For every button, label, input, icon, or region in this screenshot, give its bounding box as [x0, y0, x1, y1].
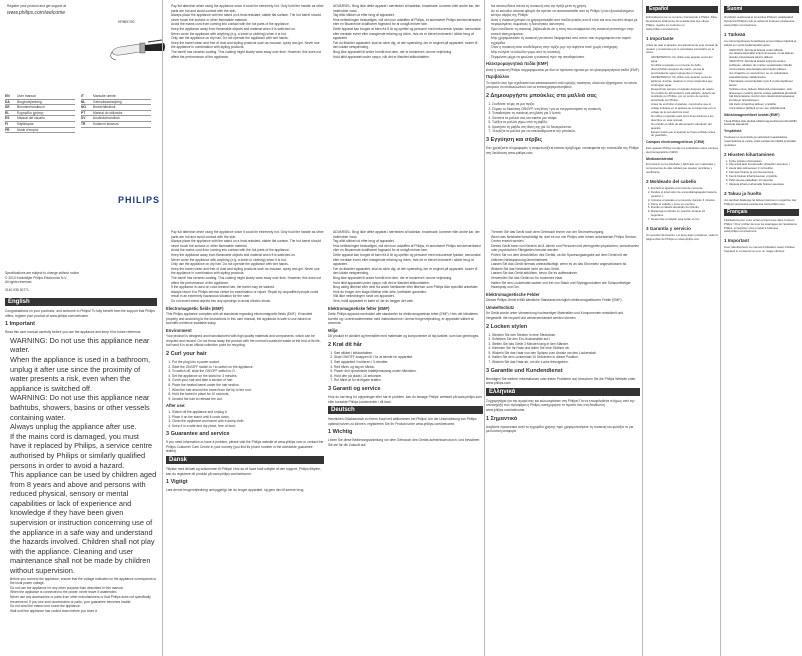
lang-bar-ellinika: Ελληνικά [486, 388, 640, 396]
english-section [5, 296, 157, 654]
warning-item: • Never use any accessories or parts from other manufacturers or that Philips does not specifically recommend. If you use such accessories or parts, your guarantee becomes invalid. [10, 595, 157, 604]
philips-logo: PHILIPS [118, 195, 161, 205]
warning-item: • When the appliance is used in a bathroom, unplug it after use since the proximity of water presents a risk, even when the appliance is switched off. [10, 355, 157, 393]
cover-footer [5, 271, 155, 292]
warning-item: • Do not use the appliance for any other purpose than described in this manual. [10, 586, 157, 591]
toc-entry[interactable]: NL Gebruiksaanwijzing [81, 100, 151, 106]
english-important-text: Read this user manual carefully before you use the appliance and keep it for future reference. [5, 330, 142, 335]
register-line: Register your product and get support at [7, 4, 67, 8]
curling-iron-illustration [110, 30, 168, 66]
toc-entry[interactable]: DE Benutzerhandbuch [5, 105, 75, 111]
support-url[interactable]: www.philips.com/welcome [7, 10, 66, 16]
curl-heading: 2 Curl your hair [166, 351, 207, 358]
toc-entry[interactable]: TR Kullanım kılavuzu [81, 122, 151, 128]
column-suomi: Suomi Onnittelut ostoksesta ja tervetuloa Philipsin asiakkaaksi! Hyödynnä Philipsin tuki ja rekisteröi tuotteesi osoitteessa www.philips.com/welcome. 1 Tärkeää Lue tämä käyttöopas huolellisesti ennen laitteen käyttöä ja säilytä se myöhempää käyttöä varten. • VAROITUS: Älä käytä laitetta veden lähellä. • Jos laitetta käytetään kylpyhuoneessa, irrota laitteen pistoke pistorasiasta käytön jälkeen. • VAROITUS: Älä käytä laitetta kylpyammeiden, suihkujen, altaiden tai muiden vesiastioiden lähellä. • Irrota pistoke pistorasiasta aina käytön jälkeen. • Jos virtajohto on vaurioitunut, se on vaihdettava vaaratilanteiden välttämiseksi. • Tätä laitetta voivat käyttää myös 8 vuotta täyttäneet lapset. • Tarkista ennen laitteen liittämistä pistorasiaan, että laitteeseen merkitty jännite vastaa paikallista jännitettä. • Älä käytä laitetta muuhun kuin tässä käyttöoppaassa kuvattuun tarkoitukseen. • Älä kiedo virtajohtoa laitteen ympärille. • Anna laitteen jäähtyä ennen sen säilyttämistä. Sähkömagneettiset kentät (EMF) Tämä Philips-laite täyttää sähkömagneettisia kenttiä (EMF) koskevat standardit. Ympäristö Tuotteesi on suunniteltu ja valmistettu laadukkaista materiaaleista ja osista, jotka voidaan kierrättää ja käyttää uudelleen. 2 Hiusten kihartaminen 1. Kytke pistoke pistorasiaan. 2. Käynnistä laite liu'uttamalla virtakytkin asentoon I. 3. Aseta laite telineeseen 3 minuutiksi. 4. Kampaa hiukset ja ota hiussuortuva. 5. Kierrä hiukset kiharrinsauvan ympärille. 6. Pidä sauvaa paikallaan 10 sekuntia. 7. Vapauta kihara purkamalla hiukset sauvasta. 3 Takuu ja huolto Jos tarvitset lisätietoja tai laitteen kanssa on ongelmia, käy Philipsin sivustossa osoitteessa www.philips.com. Français Félicitations pour votre achat et bienvenue dans l'univers Philips ! Pour profiter de tous les avantages de l'assistance Philips, enregistrez votre produit à l'adresse www.philips.com/welcome. 1 Important Lisez attentivement ce manuel d'utilisation avant d'utiliser l'appareil et conservez-le pour un usage ultérieur. [724, 4, 799, 652]
guarantee-heading: 3 Guarantee and service [166, 431, 230, 438]
environment-heading: Environment [166, 327, 192, 333]
doc-code: 3140 035 30771 [5, 287, 29, 292]
page-divider [720, 0, 721, 656]
lang-bar-english: English [5, 298, 157, 306]
warning-item: • Always unplug the appliance after use. [10, 422, 157, 432]
rights: All rights reserved. [5, 280, 33, 285]
toc-entry[interactable]: FR Mode d'emploi [5, 128, 75, 134]
lang-bar-deutsch: Deutsch [328, 406, 483, 414]
toc-entry[interactable]: FI Käyttöopas [5, 122, 75, 128]
warning-item: • If the mains cord is damaged, you must have it replaced by Philips, a service centre authorised by Philips or similarly qualified persons in order to avoid a hazard. [10, 432, 157, 470]
toc-entry[interactable]: PT Manual do utilizador [81, 111, 151, 117]
warning-item: • When the appliance is connected to the power, never leave it unattended. [10, 590, 157, 595]
toc-entry[interactable]: EN User manual [5, 94, 75, 100]
english-big-warnings [5, 336, 157, 576]
model-number: HP8697/00 [118, 20, 135, 24]
page-divider [642, 0, 643, 656]
lang-bar-francais: Français [724, 209, 799, 216]
toc-entry[interactable]: IT Manuale utente [81, 94, 151, 100]
toc-entry[interactable]: ES Manual del usuario [5, 116, 75, 122]
emf-heading: Electromagnetic fields (EMF) [166, 305, 224, 311]
column-upper-3: • ADVARSEL: Brug ikke dette apparat i nærheden af badekar, brusebade, kummer eller andre kar, der indeholder vand. • Tag altid stikket ud efter brug af apparatet. • Hvis netledningen beskadiges, må den kun udskiftes af Philips, et autoriseret Philips serviceværksted eller en tilsvarende kvalificeret fagmand for at undgå enhver fare. • Dette apparat kan bruges af børn fra 8 år og opefter og personer med reducerede fysiske, sensoriske eller mentale evner eller manglende erfaring og viden, hvis de er blevet instrueret i sikker brug af apparatet. • Før du tilslutter apparatet, skal du sikre dig, at den spænding, der er angivet på apparatet, svarer til den lokale netspænding. • Brug ikke apparatet til andre formål end dem, der er beskrevet i denne vejledning. • Hold altid apparatet under opsyn, når det er tilsluttet stikkontakten. [328, 4, 483, 226]
lang-bar-dansk: Dansk [166, 456, 324, 464]
warning-item: • Before you connect the appliance, ensure that the voltage indicated on the appliance corresponds to the local power voltage. [10, 577, 157, 586]
english-small-warnings [5, 577, 157, 614]
toc-right [81, 94, 151, 128]
toc-entry[interactable]: NO Brukerhåndbok [81, 105, 151, 111]
page-divider [162, 0, 163, 656]
column-dansk: • ADVARSEL: Brug ikke dette apparat i nærheden af badekar, brusebade, kummer eller andre kar, der indeholder vand. • Tag altid stikket ud efter brug af apparatet. • Hvis netledningen beskadiges, må den kun udskiftes af Philips, et autoriseret Philips serviceværksted eller en tilsvarende kvalificeret fagmand for at undgå enhver fare. • Dette apparat kan bruges af børn fra 8 år og opefter og personer med reducerede fysiske, sensoriske eller mentale evner eller manglende erfaring og viden, hvis de er blevet instrueret i sikker brug af apparatet. • Før du tilslutter apparatet, skal du sikre dig, at den spænding, der er angivet på apparatet, svarer til den lokale netspænding. • Brug ikke apparatet til andre formål end dem, der er beskrevet i denne vejledning. • Hold altid apparatet under opsyn, når det er tilsluttet stikkontakten. • Brug aldrig tilbehør eller dele fra andre fabrikanter eller tilbehør, som Philips ikke specifikt anbefaler. Hvis du bruger den slags tilbehør eller dele, bortfalder garantien. • Vikl ikke netledningen rundt om apparatet. • Vent, indtil apparatet er kølet af, før du lægger det væk. Elektromagnetiske felter (EMF) Dette Philips apparat overholder alle standarder for elektromagnetiske felter (EMF). Hvis det håndteres korrekt og i overensstemmelse med instruktionerne i denne brugervejledning, er apparatet sikkert at anvende. Miljø Dit produkt er udviklet og fremstillet med materialer og komponenter af høj kvalitet, som kan genbruges. 2 Krøl dit hår 1. Sæt stikket i stikkontakten. 2. Skub ON/OFF-knappen til I for at tænde for apparatet. 3. Sæt apparatet i holderen i 3 minutter. 4. Red håret, og tag en hårlok. 5. Placer den opvarmede krøllejernsstang under hårlokken. 6. Hold den på plads i 10 sekunder. 7. Rul håret af for at frigøre krøllen. 3 Garanti og service Hvis du har brug for oplysninger eller har et problem, kan du besøge Philips' websted på www.philips.com eller kontakte Philips kundecenter i dit land. Deutsch Herzlichen Glückwunsch zu Ihrem Kauf und willkommen bei Philips! Um die Unterstützung von Philips optimal nutzen zu können, registrieren Sie Ihr Produkt unter www.philips.com/welcome. 1 Wichtig Lesen Sie diese Bedienungsanleitung vor dem Gebrauch des Geräts aufmerksam durch, und bewahren Sie sie für die Zukunft auf. [328, 230, 483, 654]
lang-bar-suomi: Suomi [724, 6, 799, 13]
toc-entry[interactable]: SV Användarhandbok [81, 116, 151, 122]
column-deutsch: • Trennen Sie das Gerät nach dem Gebrauch immer von der Stromversorgung. • Wenn das Netzkabel beschädigt ist, darf es nur von Philips oder einem autorisierten Philips Service-Center ersetzt werden. • Dieses Gerät kann von Kindern ab 8 Jahren und Personen mit verringerten physischen, sensorischen oder psychischen Fähigkeiten benutzt werden. • Prüfen Sie vor dem Anschließen des Geräts, ob die Spannungsangabe auf dem Gerät mit der örtlichen Netzspannung übereinstimmt. • Lassen Sie das Gerät niemals unbeaufsichtigt, wenn es an das Stromnetz angeschlossen ist. • Wickeln Sie das Netzkabel nicht um das Gerät. • Lassen Sie das Gerät abkühlen, bevor Sie es aufbewahren. • Verwenden Sie das Gerät nur für trockenes Haar. • Halten Sie den Lockenstab sauber und frei von Staub und Stylingprodukten wie Schaumfestiger, Haarspray und Gel. Elektromagnetische Felder Dieses Philips Gerät erfüllt sämtliche Standards bezüglich elektromagnetischer Felder (EMF). Umweltschutz Ihr Gerät wurde unter Verwendung hochwertiger Materialien und Komponenten entwickelt und hergestellt, die recycelt und wiederverwendet werden können. 2 Locken stylen 1. Stecken Sie den Stecker in eine Steckdose. 2. Schieben Sie den Ein-/Ausschalter auf I. 3. Stellen Sie das Gerät 3 Minuten lang in den Ständer. 4. Kämmen Sie Ihr Haar und teilen Sie eine Strähne ab. 5. Wickeln Sie das Haar von den Spitzen zum Ansatz um den Lockenstab. 6. Halten Sie den Lockenstab 10 Sekunden in dieser Position. 7. Wickeln Sie das Haar ab, um die Locke freizugeben. 3 Garantie und Kundendienst Benötigen Sie weitere Informationen oder treten Probleme auf, besuchen Sie die Philips Website unter www.philips.com. Ελληνικά Συγχαρητήρια για την αγορά σας και καλωσορίσατε στη Philips! Για να επωφεληθείτε πλήρως από την υποστήριξη που προσφέρει η Philips, καταχωρήστε το προϊόν σας στη διεύθυνση www.philips.com/welcome. 1 Σημαντικό Διαβάστε προσεκτικά αυτό το εγχειρίδιο χρήσης πριν χρησιμοποιήσετε τη συσκευή και φυλάξτε το για μελλοντική αναφορά. [486, 230, 640, 654]
toc-entry[interactable]: DA Brugervejledning [5, 100, 75, 106]
spec-note: Specifications are subject to change without notice [5, 271, 79, 275]
column-espanol: Español Enhorabuena por su compra y bienvenido a Philips. Para beneficiarse totalmente de la asistencia que ofrece Philips, registre su producto en www.philips.com/welcome. 1 Importante Antes de usar el aparato, lea atentamente este manual de usuario y consérvelo por si necesitara consultarlo en el futuro. • ADVERTENCIA: No utilice este aparato cerca del agua. • Si utiliza el aparato en el cuarto de baño, desenchúfelo después de usarlo, ya que la proximidad de agua representa un riesgo. • ADVERTENCIA: No utilice este aparato cerca de bañeras, duchas, lavabos ni otros recipientes que contengan agua. • Desenchufe siempre el aparato después de usarlo. • Si el cable de alimentación está dañado, deberá ser sustituido por Philips, por un centro de servicio autorizado por Philips. • Antes de enchufar el aparato, compruebe que el voltaje indicado en el aparato se corresponde con el voltaje de la red eléctrica local. • No utilice el aparato para otros fines distintos a los descritos en este manual. • No enrolle el cable de alimentación alrededor del aparato. • Espere hasta que el aparato se haya enfriado antes de guardarlo. Campos electromagnéticos (CEM) Este aparato Philips cumple los estándares sobre campos electromagnéticos (CEM). Medioambiental El producto se ha diseñado y fabricado con materiales y componentes de alta calidad que pueden reciclarse y reutilizarse. 2 Moldeado del cabello 1. Enchufe el aparato a la toma de corriente. 2. Deslice el interruptor de encendido/apagado hasta la posición I. 3. Coloque el aparato en el soporte durante 3 minutos. 4. Peine el cabello y tome un mechón. 5. Enrolle el cabello alrededor del cilindro. 6. Mantenga el cilindro en posición durante 10 segundos. 7. Desenrolle el cabello para soltar el rizo. 3 Garantía y servicio Si necesita información o si tiene algún problema, visite la página Web de Philips en www.philips.com. [646, 4, 718, 652]
lang-bar-espanol: Español [646, 6, 718, 13]
warning-item: • Wait until the appliance has cooled down before you store it. [10, 609, 157, 614]
column-upper-2: • Pay full attention when using the appliance since it could be extremely hot. Only hold the handle as other parts are hot and avoid contact with the skin. • Always place the appliance with the stand on a heat-resistant, stable flat surface. The hot barrel should never touch the surface or other flammable material. • Avoid the mains cord from coming into contact with the hot parts of the appliance. • Keep the appliance away from flammable objects and material when it is switched on. • Never cover the appliance with anything (e.g. a towel or clothing) when it is hot. • Only use the appliance on dry hair. Do not operate the appliance with wet hands. • Keep the barrel clean and free of dust and styling products such as mousse, spray and gel. Never use the appliance in combination with styling products. • The barrel has ceramic coating. This coating might slowly wear away over time. However, this does not affect the performance of the appliance. [166, 4, 324, 226]
copyright: © 2010 Koninklijke Philips Electronics N.V. [5, 275, 68, 280]
english-important-heading: 1 Important [5, 321, 35, 328]
toc-left [5, 94, 75, 133]
page-divider [484, 0, 485, 656]
column-greek-top: • Να αποσυνδέετε πάντα τη συσκευή από την πρίζα μετά τη χρήση. • Αν το καλώδιο υποστεί φθορά, θα πρέπει να αντικατασταθεί από τη Philips ή ένα εξουσιοδοτημένο κέντρο σέρβις της Philips. • Αυτή η συσκευή μπορεί να χρησιμοποιηθεί από παιδιά ηλικίας από 8 ετών και άνω και από άτομα με περιορισμένες σωματικές ή διανοητικές ικανότητες. • Πριν συνδέσετε τη συσκευή, βεβαιωθείτε ότι η τάση που αναφέρεται στη συσκευή αντιστοιχεί στην τοπική τάση ρεύματος. • Μην χρησιμοποιείτε τη συσκευή για σκοπό διαφορετικό από αυτόν που περιγράφεται στο παρόν εγχειρίδιο. • Όταν η συσκευή είναι συνδεδεμένη στην πρίζα, μην την αφήνετε ποτέ χωρίς επιτήρηση. • Μην τυλίγετε το καλώδιο γύρω από τη συσκευή. • Περιμένετε μέχρι να κρυώσει η συσκευή πριν την αποθηκεύσετε. Ηλεκτρομαγνητικά πεδία (EMF) Αυτή η συσκευή Philips συμμορφώνεται με όλα τα πρότυπα σχετικά με τα ηλεκτρομαγνητικά πεδία (EMF). Περιβάλλον Το προϊόν σας έχει σχεδιαστεί και κατασκευαστεί από υψηλής ποιότητας υλικά και εξαρτήματα, τα οποία μπορούν να ανακυκλωθούν και να επαναχρησιμοποιηθούν. 2 Δημιουργήστε μπούκλες στα μαλλιά σας 1. Συνδέστε το φις σε μια πρίζα. 2. Σύρετε το διακόπτη ON/OFF στη θέση I για να ενεργοποιήσετε τη συσκευή. 3. Τοποθετήστε τη συσκευή στη βάση για 3 λεπτά. 4. Χτενίστε τα μαλλιά σας και πιάστε μια τούφα. 5. Τυλίξτε τα μαλλιά γύρω από τη ράβδο. 6. Κρατήστε τη ράβδο στη θέση της για 10 δευτερόλεπτα. 7. Ξετυλίξτε τα μαλλιά για να απελευθερώσετε την μπούκλα. 3 Εγγύηση και σέρβις Εάν χρειάζεστε πληροφορίες ή αντιμετωπίζετε κάποιο πρόβλημα, επισκεφτείτε την ιστοσελίδα της Philips στη διεύθυνση www.philips.com. [486, 4, 640, 226]
toc-entry[interactable]: EL Εγχειρίδιο χρήσης [5, 111, 75, 117]
warning-item: • Do not wind the mains cord round the appliance. [10, 604, 157, 609]
warning-item: • WARNING: Do not use this appliance near bathtubs, showers, basins or other vessels containing water. [10, 393, 157, 422]
warning-item: • WARNING: Do not use this appliance near water. [10, 336, 157, 355]
column-english-cont: • Pay full attention when using the appliance since it could be extremely hot. Only hold the handle as other parts are hot and avoid contact with the skin. • Always place the appliance with the stand on a heat-resistant, stable flat surface. The hot barrel should never touch the surface or other flammable material. • Avoid the mains cord from coming into contact with the hot parts of the appliance. • Keep the appliance away from flammable objects and material when it is switched on. • Never cover the appliance with anything (e.g. a towel or clothing) when it is hot. • Only use the appliance on dry hair. Do not operate the appliance with wet hands. • Keep the barrel clean and free of dust and styling products such as mousse, spray and gel. Never use the appliance in combination with styling products. • The barrel has ceramic coating. This coating might slowly wear away over time. However, this does not affect the performance of the appliance. • If the appliance is used on color-treated hair, the barrel may be stained. • Always return it to Philips service centre for examination or repair. Repair by unqualified people could result in an extremely hazardous situation for the user. • Do not insert metal objects into any openings to avoid electric shock. Electromagnetic fields (EMF) This Philips appliance complies with all standards regarding electromagnetic fields (EMF). If handled properly and according to the instructions in this user manual, the appliance is safe to use based on scientific evidence available today. Environment Your product is designed and manufactured with high quality materials and components, which can be recycled and reused. Do not throw away the product with the normal household waste at the end of its life, but hand it in at an official collection point for recycling. 2 Curl your hair 1. Put the plug into a power socket. 2. Slide the ON/OFF switch to I to switch on the appliance. 3. To switch off, slide the ON/OFF switch to O. 4. Set the appliance on the stand for 3 minutes. 5. Comb your hair and take a section of hair. 6. Place the heated barrel under the hair section. 7. Wind the hair around the barrel from the tip to the root. 8. Hold the barrel in place for 10 seconds. 9. Unwind the hair to release the curl. After use: 1. Switch off the appliance and unplug it. 2. Place it on the stand until it cools down. 3. Clean the appliance and barrel with a damp cloth. 4. Keep it in a safe and dry place, free of dust. 3 Guarantee and service If you need information or have a problem, please visit the Philips website at www.philips.com or contact the Philips Customer Care Centre in your country (you find its phone number in the worldwide guarantee leaflet). Dansk Tillykke med dit køb og velkommen til Philips! Hvis du vil have fuldt udbytte af den support, Philips tilbyder, kan du registrere dit produkt på www.philips.com/welcome. 1 Vigtigt Læs denne brugervejledning omhyggeligt, før du bruger apparatet, og gem den til senere brug. [166, 230, 324, 654]
warning-item: • This appliance can be used by children aged from 8 years and above and persons with reduced physical, sensory or mental capabilities or lack of experience and knowledge if they have been given supervision or instruction concerning use of the appliance in a safe way and understand the hazards involved. Children shall not play with the appliance. Cleaning and user maintenance shall not be made by children without supervision. [10, 470, 157, 576]
english-intro: Congratulations on your purchase, and welcome to Philips! To fully benefit from the support that Philips offers, register your product at www.philips.com/welcome. [5, 309, 155, 318]
